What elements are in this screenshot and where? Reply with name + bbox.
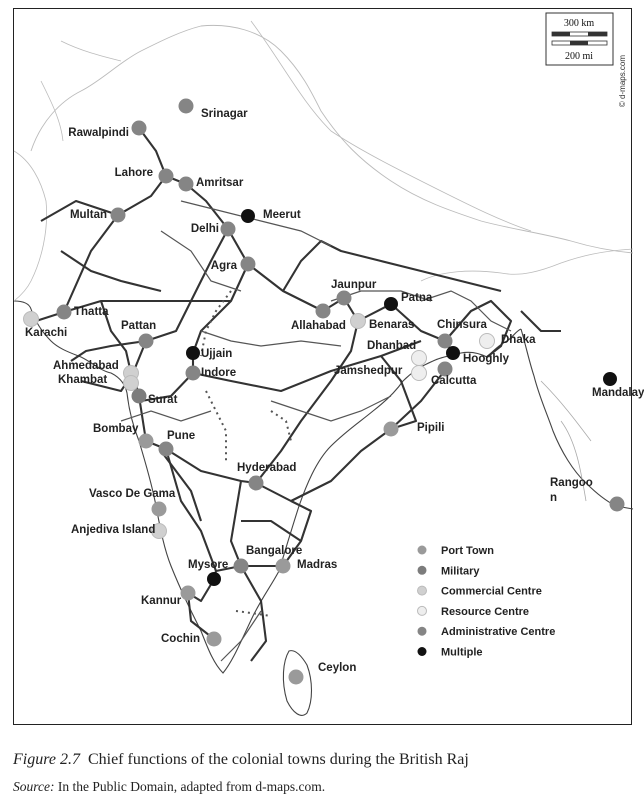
scale-mi-label: 200 mi: [564, 51, 594, 62]
town-label: Rangoo n: [550, 477, 593, 504]
legend-label: Multiple: [441, 646, 483, 659]
town-label: Lahore: [114, 167, 153, 179]
town-marker: [234, 559, 249, 574]
railway-network: [36, 128, 561, 661]
town-label: Delhi: [190, 223, 219, 235]
town-label: Pipili: [417, 422, 445, 434]
figure-caption: [13, 751, 633, 769]
town-marker: [221, 222, 236, 237]
town-label: Kannur: [141, 595, 182, 607]
town-rangoo-n: [550, 477, 625, 512]
town-marker: [179, 99, 194, 114]
town-label: Srinagar: [201, 108, 248, 120]
town-marker: [139, 434, 154, 449]
town-marker: [603, 372, 617, 386]
town-mysore: [188, 559, 228, 586]
town-label: Pune: [167, 430, 196, 442]
town-marker: [446, 346, 460, 360]
legend-swatch: [418, 586, 427, 595]
town-label: Dhaka: [501, 334, 536, 346]
town-marker: [412, 366, 427, 381]
legend-item: [418, 565, 481, 577]
town-label: Ceylon: [318, 662, 357, 674]
town-label: Karachi: [25, 327, 68, 339]
town-bangalore: [234, 545, 303, 574]
town-marker: [24, 312, 39, 327]
town-pune: [159, 430, 196, 457]
figure-source: [13, 779, 633, 795]
town-jaunpur: [331, 279, 377, 306]
town-lahore: [115, 167, 174, 184]
town-label: Pattan: [121, 320, 157, 332]
town-label: Jaunpur: [331, 279, 377, 291]
town-label: Surat: [148, 394, 178, 406]
town-marker: [132, 389, 147, 404]
town-label: Rawalpindi: [68, 127, 129, 139]
town-delhi: [191, 222, 236, 237]
town-label: Hyderabad: [237, 462, 297, 474]
legend-swatch: [418, 566, 427, 575]
legend-label: Military: [441, 565, 480, 578]
source-prefix: Source:: [13, 779, 55, 794]
town-marker: [179, 177, 194, 192]
town-rawalpindi: [68, 121, 146, 140]
town-patna: [384, 292, 433, 311]
town-marker: [384, 297, 398, 311]
town-label: Thatta: [74, 306, 109, 318]
legend-swatch: [418, 627, 427, 636]
town-marker: [316, 304, 331, 319]
town-marker: [152, 502, 167, 517]
legend-label: Resource Centre: [441, 605, 530, 618]
town-indore: [186, 366, 237, 381]
town-label: Ujjain: [201, 348, 233, 360]
legend-swatch: [418, 546, 427, 555]
town-jamshedpur: [334, 365, 427, 381]
town-mandalay: [592, 372, 644, 399]
town-label: Chinsura: [437, 319, 487, 331]
town-marker: [610, 497, 625, 512]
map-credit: © d-maps.com: [618, 54, 627, 108]
town-marker: [337, 291, 352, 306]
town-marker: [132, 121, 147, 136]
town-label: Khambat: [58, 374, 108, 386]
legend-item: [418, 586, 542, 598]
town-marker: [111, 208, 126, 223]
town-calcutta: [431, 362, 477, 388]
town-label: Calcutta: [431, 375, 477, 387]
legend-item: [418, 626, 556, 638]
map: [14, 9, 644, 726]
town-hooghly: [446, 346, 510, 365]
town-label: Madras: [297, 559, 338, 571]
town-label: Anjediva Island: [71, 524, 156, 536]
town-agra: [211, 257, 256, 273]
town-marker: [181, 586, 196, 601]
town-label: Allahabad: [291, 320, 346, 332]
town-label: Mandalay: [592, 387, 644, 399]
town-ceylon: [289, 662, 357, 685]
town-multan: [70, 208, 126, 223]
legend: [418, 545, 556, 659]
town-marker: [207, 632, 222, 647]
town-marker: [139, 334, 154, 349]
town-marker: [480, 334, 495, 349]
town-label: Bombay: [93, 423, 139, 435]
town-marker: [207, 572, 221, 586]
town-label: Agra: [210, 260, 237, 272]
town-label: Cochin: [161, 633, 200, 645]
map-frame: [13, 8, 644, 725]
town-vasco-de-gama: [89, 488, 176, 517]
town-marker: [351, 314, 366, 329]
town-marker: [289, 670, 304, 685]
town-label: Multan: [69, 209, 107, 221]
town-marker: [159, 442, 174, 457]
town-marker: [124, 376, 139, 391]
town-marker: [438, 334, 453, 349]
town-marker: [249, 476, 264, 491]
town-meerut: [241, 209, 301, 223]
legend-item: [418, 545, 495, 557]
source-text: In the Public Domain, adapted from d-maps.com.: [57, 779, 326, 794]
town-marker: [186, 346, 200, 360]
legend-label: Administrative Centre: [441, 626, 556, 639]
town-label: Mysore: [188, 559, 229, 571]
town-dhaka: [480, 334, 537, 349]
town-hyderabad: [237, 462, 296, 491]
town-label: Amritsar: [196, 177, 244, 189]
scale-km-label: 300 km: [563, 18, 595, 29]
town-srinagar: [179, 99, 249, 121]
town-marker: [384, 422, 399, 437]
town-label: Jamshedpur: [334, 365, 403, 377]
town-marker: [241, 209, 255, 223]
town-label: Patna: [401, 292, 433, 304]
legend-swatch: [418, 647, 427, 656]
town-label: Meerut: [263, 209, 301, 221]
figure-number: Figure 2.7: [13, 751, 80, 768]
town-amritsar: [179, 177, 244, 192]
town-marker: [412, 351, 427, 366]
town-dhanbad: [367, 340, 427, 366]
town-khambat: [58, 374, 139, 391]
town-cochin: [161, 632, 222, 647]
town-label: Ahmedabad: [53, 360, 119, 372]
town-marker: [159, 169, 174, 184]
town-label: Vasco De Gama: [89, 488, 176, 500]
scale-bar: [546, 13, 613, 65]
legend-swatch: [418, 606, 427, 615]
town-label: Benaras: [369, 319, 415, 331]
town-surat: [132, 389, 178, 407]
town-marker: [241, 257, 256, 272]
town-pipili: [384, 422, 445, 437]
town-label: Indore: [201, 367, 237, 379]
town-thatta: [57, 305, 110, 320]
town-marker: [276, 559, 291, 574]
legend-label: Commercial Centre: [441, 585, 542, 598]
legend-item: [418, 606, 530, 618]
town-label: Dhanbad: [367, 340, 417, 352]
town-marker: [57, 305, 72, 320]
town-anjediva-island: [71, 524, 167, 539]
legend-item: [418, 647, 483, 659]
town-madras: [276, 559, 338, 574]
town-label: Hooghly: [463, 353, 509, 365]
town-marker: [186, 366, 201, 381]
town-label: Bangalore: [246, 545, 303, 557]
figure-title: Chief functions of the colonial towns during the British Raj: [87, 751, 469, 768]
legend-label: Port Town: [441, 545, 494, 557]
town-ujjain: [186, 346, 232, 360]
town-allahabad: [291, 304, 346, 333]
